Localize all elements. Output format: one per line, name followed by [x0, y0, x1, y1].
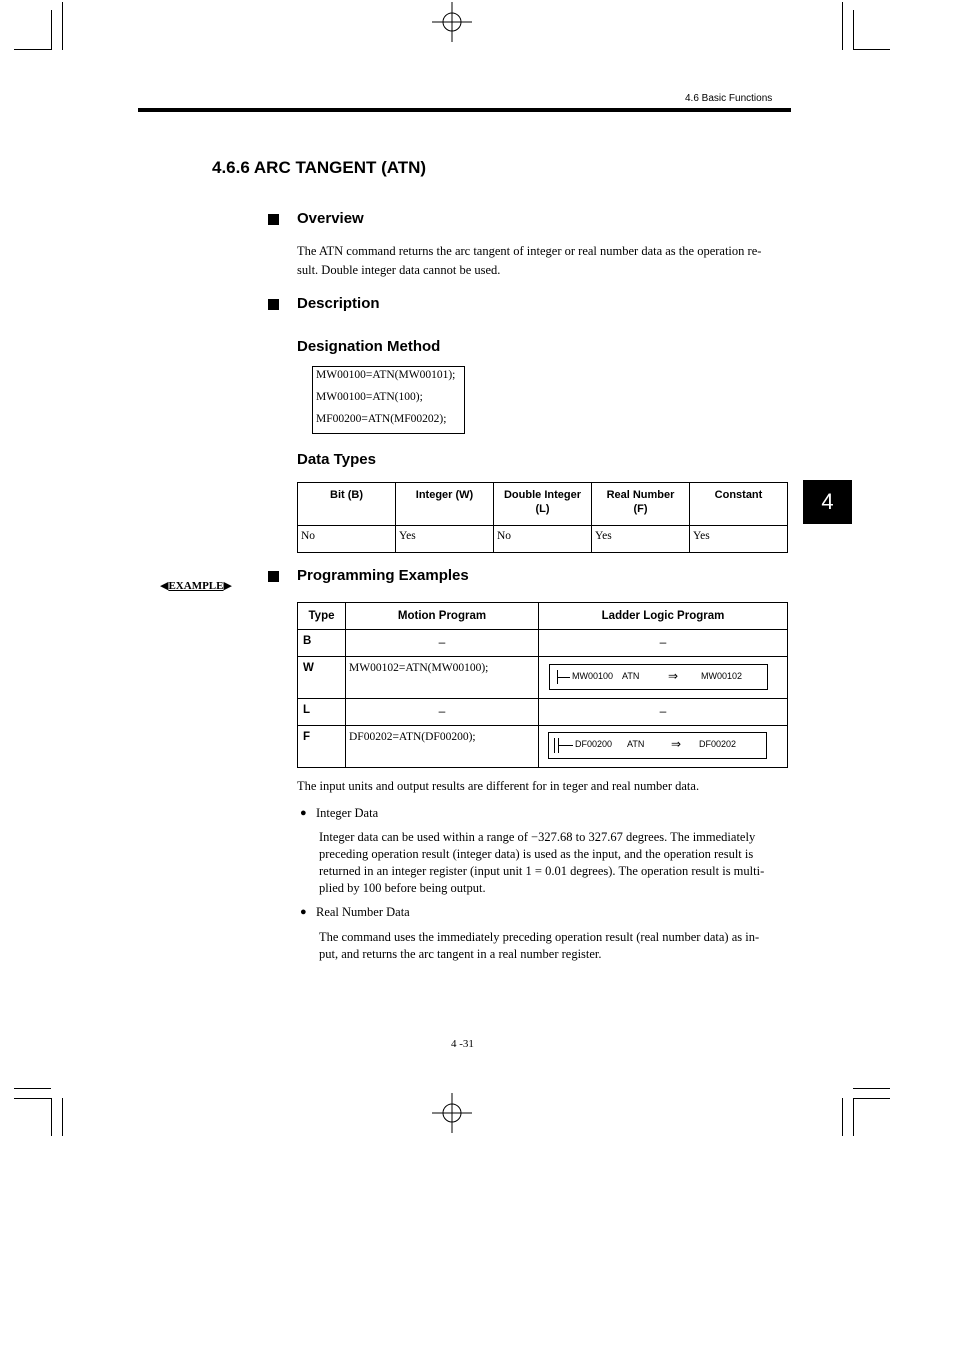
header-rule	[138, 108, 791, 112]
type-cell: F	[298, 726, 346, 768]
ladder-op: ATN	[622, 671, 640, 681]
ladder-cell	[539, 657, 788, 699]
col-header-double-integer: Double Integer (L)	[494, 483, 592, 526]
data-types-table	[297, 482, 788, 553]
designation-heading: Designation Method	[297, 338, 441, 355]
ladder-cell: –	[539, 630, 788, 657]
integer-data-text: Integer data can be used within a range of −327.68 to 327.67 degrees. The immediately preceding operation result (integer data) is used as the input, and the operation result is returned in an integer register (input unit 1 = 0.01 degrees). The operation result is multi- plied by 100 before being output.	[319, 830, 765, 895]
code-line: MW00100=ATN(MW00101);	[316, 369, 456, 381]
motion-cell: –	[346, 630, 539, 657]
data-types-heading: Data Types	[297, 451, 376, 468]
right-triangle-icon: ▶	[223, 580, 232, 592]
ladder-output: MW00102	[701, 671, 743, 681]
designation-code-box	[312, 366, 465, 434]
programming-examples-table	[297, 602, 788, 768]
registration-mark-bottom	[432, 1093, 472, 1133]
programming-examples-heading: Programming Examples	[297, 567, 469, 584]
col-header-type: Type	[298, 603, 346, 630]
ladder-block	[549, 664, 768, 690]
table-header-row	[298, 603, 788, 630]
bullet-icon: ●	[300, 906, 307, 918]
table-row	[298, 657, 788, 699]
real-number-data-text: The command uses the immediately preceding operation result (real number data) as in- put, and returns the arc tangent in a real number register.	[319, 930, 760, 961]
ladder-wire	[557, 677, 570, 678]
bullet-icon: ●	[300, 807, 307, 819]
running-header: 4.6 Basic Functions	[685, 93, 773, 104]
motion-cell: MW00102=ATN(MW00100);	[346, 657, 539, 699]
heading-bullet-square	[268, 571, 279, 582]
integer-data-title: Integer Data	[316, 806, 379, 820]
arrow-right-icon: ⇒	[668, 669, 679, 683]
notes-intro: The input units and output results are different for in teger and real number data.	[297, 779, 700, 793]
ladder-rail	[554, 738, 555, 753]
table-cell: No	[298, 526, 396, 553]
section-title: 4.6.6 ARC TANGENT (ATN)	[212, 158, 427, 177]
col-header-bit: Bit (B)	[298, 483, 396, 526]
table-cell: Yes	[592, 526, 690, 553]
ladder-input: MW00100	[572, 671, 614, 681]
col-header-motion: Motion Program	[346, 603, 539, 630]
ladder-cell: –	[539, 699, 788, 726]
motion-cell: –	[346, 699, 539, 726]
overview-heading: Overview	[297, 210, 364, 227]
code-line: MF00200=ATN(MF00202);	[316, 413, 447, 425]
type-cell: W	[298, 657, 346, 699]
ladder-op: ATN	[627, 739, 645, 749]
registration-mark-top	[432, 2, 472, 42]
example-marker: ◀EXAMPLE▶	[160, 580, 232, 592]
ladder-wire	[558, 745, 573, 746]
ladder-input: DF00200	[575, 739, 613, 749]
overview-text: The ATN command returns the arc tangent of integer or real number data as the operation re- sult. Double integer data cannot be used.	[297, 244, 762, 277]
col-header-constant: Constant	[690, 483, 788, 526]
heading-bullet-square	[268, 214, 279, 225]
type-cell: L	[298, 699, 346, 726]
chapter-tab: 4	[803, 480, 852, 524]
page-number: 4 -31	[451, 1038, 474, 1050]
ladder-output: DF00202	[699, 739, 737, 749]
table-cell: Yes	[396, 526, 494, 553]
table-row	[298, 726, 788, 768]
col-header-integer: Integer (W)	[396, 483, 494, 526]
ladder-cell	[539, 726, 788, 768]
motion-cell: DF00202=ATN(DF00200);	[346, 726, 539, 768]
col-header-real-number: Real Number (F)	[592, 483, 690, 526]
table-cell: No	[494, 526, 592, 553]
left-triangle-icon: ◀	[160, 580, 169, 592]
table-row	[298, 526, 788, 553]
table-row	[298, 630, 788, 657]
description-heading: Description	[297, 295, 380, 312]
arrow-right-icon: ⇒	[671, 737, 682, 751]
table-header-row	[298, 483, 788, 526]
ladder-block	[548, 732, 767, 759]
type-cell: B	[298, 630, 346, 657]
col-header-ladder: Ladder Logic Program	[539, 603, 788, 630]
table-cell: Yes	[690, 526, 788, 553]
heading-bullet-square	[268, 299, 279, 310]
code-line: MW00100=ATN(100);	[316, 391, 423, 403]
real-number-data-title: Real Number Data	[316, 905, 410, 919]
table-row	[298, 699, 788, 726]
